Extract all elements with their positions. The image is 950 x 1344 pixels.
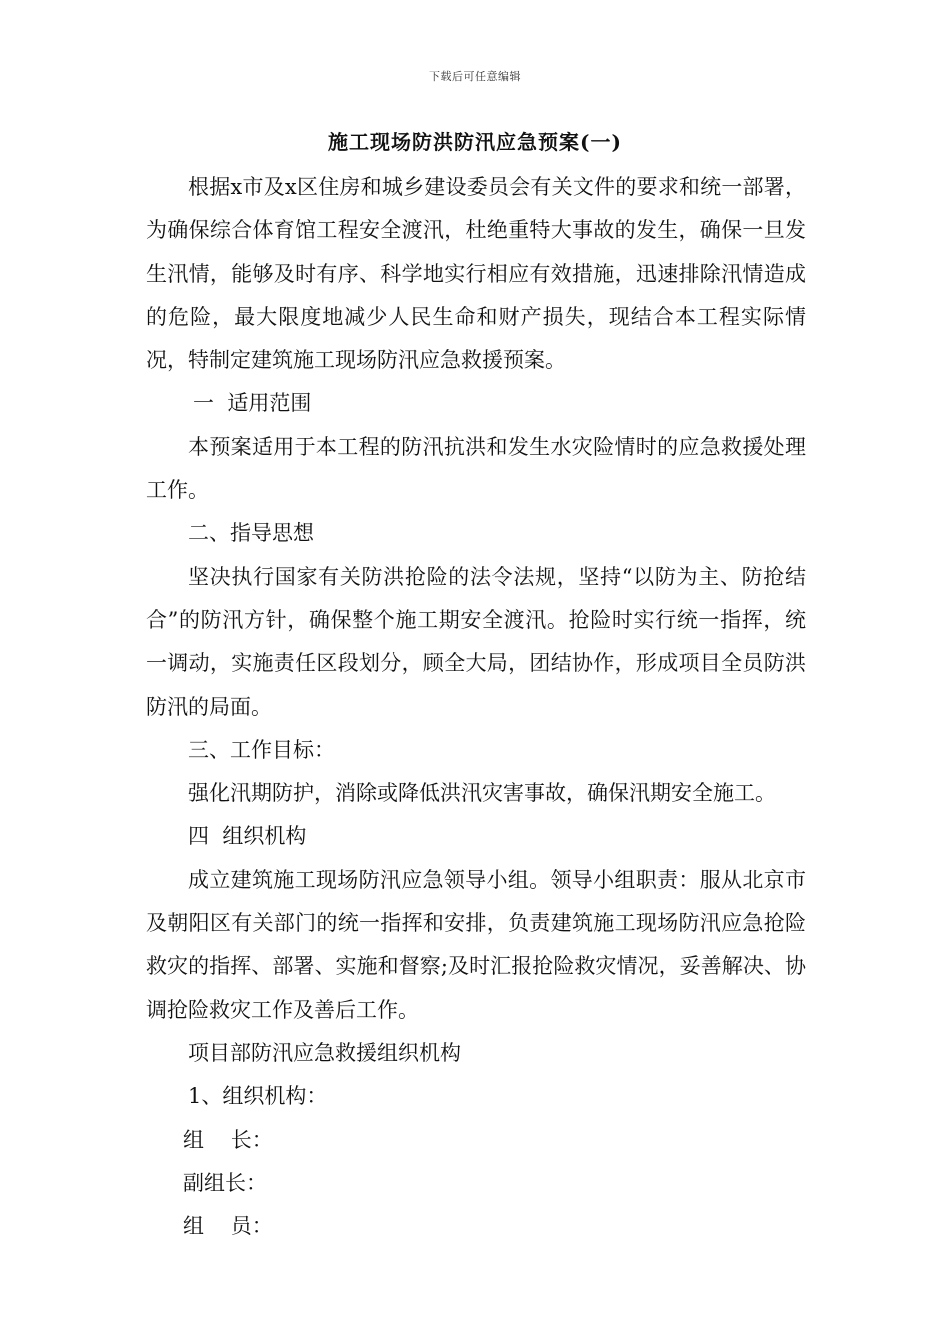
intro-paragraph: 根据x市及x区住房和城乡建设委员会有关文件的要求和统一部署，为确保综合体育馆工程安全渡汛，杜绝重特大事故的发生，确保一旦发生汛情，能够及时有序、科学地实行相应有效措施，迅速排除汛情造成的危险，最大限度地减少人民生命和财产损失，现结合本工程实际情况，特制定建筑施工现场防汛应急救援预案。 — [146, 175, 806, 373]
section-heading-goals: 三、工作目标： — [188, 737, 335, 762]
org-title: 项目部防汛应急救援组织机构 — [188, 1040, 461, 1065]
role-member: 组 员： — [183, 1214, 273, 1239]
role-leader: 组 长： — [183, 1127, 273, 1152]
section-text-goals: 强化汛期防护，消除或降低洪汛灾害事故，确保汛期安全施工。 — [188, 781, 776, 806]
section-text-scope: 本预案适用于本工程的防汛抗洪和发生水灾险情时的应急救援处理工作。 — [146, 434, 806, 503]
section-heading-scope: 一 适用范围 — [193, 391, 312, 416]
section-heading-organization: 四 组织机构 — [188, 824, 307, 849]
section-text-guidance: 坚决执行国家有关防洪抢险的法令法规，坚持“以防为主、防抢结合”的防汛方针，确保整个施工期安全渡汛。抢险时实行统一指挥，统一调动，实施责任区段划分，顾全大局，团结协作，形成项目全员防洪防汛的局面。 — [146, 564, 806, 719]
document-title: 施工现场防洪防汛应急预案(一) — [328, 130, 622, 154]
section-heading-guidance: 二、指导思想 — [188, 521, 314, 546]
section-text-organization: 成立建筑施工现场防汛应急领导小组。领导小组职责：服从北京市及朝阳区有关部门的统一指挥和安排，负责建筑施工现场防汛应急抢险救灾的指挥、部署、实施和督察;及时汇报抢险救灾情况，妥善解决、协调抢险救灾工作及善后工作。 — [146, 867, 806, 1022]
role-deputy: 副组长： — [183, 1170, 267, 1195]
header-note: 下载后可任意编辑 — [429, 70, 521, 83]
org-subtitle: 1、组织机构： — [188, 1084, 328, 1109]
document-body — [146, 166, 806, 1248]
